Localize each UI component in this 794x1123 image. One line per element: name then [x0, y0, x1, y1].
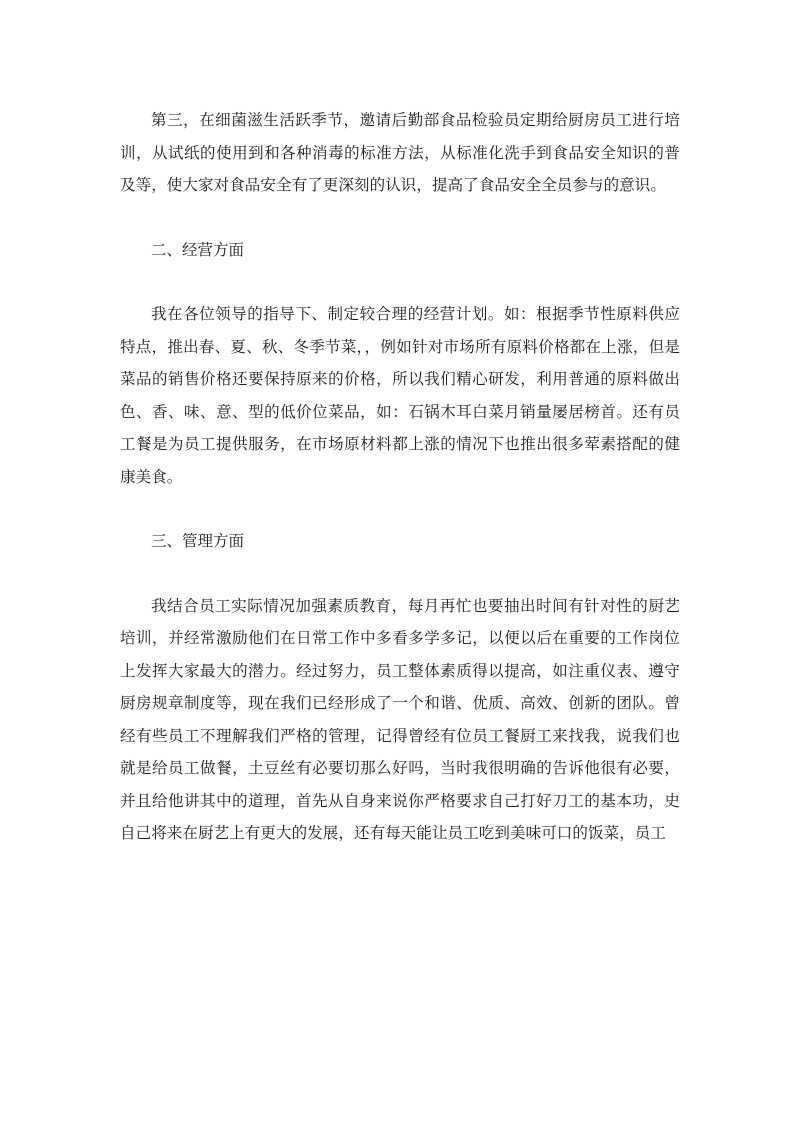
document-body	[120, 104, 680, 850]
paragraph-gap	[120, 202, 680, 234]
section-heading-management: 三、管理方面	[151, 532, 245, 550]
paragraph-management: 我结合员工实际情况加强素质教育，每月再忙也要抽出时间有针对性的厨艺培训，并经常激励他们在日常工作中多看多学多记，以便以后在重要的工作岗位上发挥大家最大的潜力。经过努力，员工整体素质得以提高，如注重仪表、遵守厨房规章制度等，现在我们已经形成了一个和谐、优质、高效、创新的团队。曾经有些员工不理解我们严格的管理，记得曾经有位员工餐厨工来找我，说我们也就是给员工做餐，土豆丝有必要切那么好吗，当时我很明确的告诉他很有必要，并且给他讲其中的道理，首先从自身来说你严格要求自己打好刀工的基本功，史自己将来在厨艺上有更大的发展，还有每天能让员工吃到美味可口的饭菜，员工	[120, 596, 680, 842]
paragraph-food-safety-training: 第三，在细菌滋生活跃季节，邀请后勤部食品检验员定期给厨房员工进行培训，从试纸的使用到和各种消毒的标准方法，从标准化洗手到食品安全知识的普及等，使大家对食品安全有了更深刻的认识，提高了食品安全全员参与的意识。	[120, 111, 680, 194]
section-heading-operations: 二、经营方面	[151, 240, 245, 259]
paragraph-gap	[120, 558, 680, 590]
paragraph-gap	[120, 493, 680, 525]
paragraph-operations: 我在各位领导的指导下、制定较合理的经营计划。如：根据季节性原料供应特点，推出春、夏、秋、冬季节菜，，例如针对市场所有原料价格都在上涨，但是菜品的销售价格还要保持原来的价格，所以我们精心研发，利用普通的原料做出色、香、味、意、型的低价位菜品，如：石锅木耳白菜月销量屡居榜首。还有员工餐是为员工提供服务，在市场原材料都上涨的情况下也推出很多荤素搭配的健康美食。	[120, 305, 680, 486]
paragraph-gap	[120, 266, 680, 298]
